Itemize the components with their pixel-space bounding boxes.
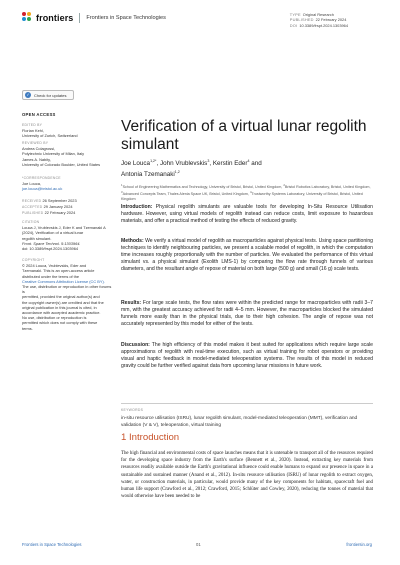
edited-by: EDITED BY Florian Kehl, University of Zurich, Switzerland [22,123,78,139]
page-footer [22,542,372,550]
article-meta: TYPE Original Research PUBLISHED 22 February 2024 DOI 10.3389/frspt.2024.1303964 [289,12,348,28]
section-heading: 1 Introduction [121,432,180,443]
footer-site-link[interactable]: frontiersin.org [346,542,372,547]
open-access-label: OPEN ACCESS [22,112,56,117]
copyright: COPYRIGHT © 2024 Louca, Vrublevskis, Eder and Tzemanaki. This is an open-access article distributed under the terms of the Creative Commons Attribution License (CC BY). The use, distribution or reproduction in other forums is permitted, provided the original author(s) and the copyright owner(s) are credited and that the original publication in this journal is cited, in accordance with accepted academic practice. No use, distribution or reproduction is permitted which does not comply with these terms. [22,258,112,331]
journal-name: Frontiers in Space Technologies [86,14,166,21]
footer-journal-link[interactable]: Frontiers in Space Technologies [22,542,82,547]
doi[interactable]: 10.3389/frspt.2024.1303964 [299,22,348,28]
author-name[interactable]: Antonia Tzemanaki [121,171,175,179]
article-title: Verification of a virtual lunar regolith simulant [121,118,367,153]
check-updates-label: Check for updates [34,92,67,98]
check-for-updates-button[interactable] [22,90,74,100]
header-divider [79,13,80,23]
abstract-results: Results: For large scale tests, the flow rates were within the predicted range for macroparticles with radii 3–7 mm, with the greatest accuracy achieved for radii 4–5 mm. However, the macroparticles blocked the simulated funnels more easily than in the physical trials, due to their high cohesion. The angle of repose was not accurately represented by this model for either of the tests. [121,300,373,327]
page-header [22,12,378,28]
article-type: Original Research [302,12,334,17]
keywords-divider [121,403,373,404]
frontiers-logo-icon [22,12,33,23]
brand-name: frontiers [36,12,74,23]
published-date: 22 February 2024 [315,17,347,23]
author-name[interactable]: John Vrublevskis [159,160,208,168]
affiliations: $^1$School of Engineering Mathematics and Technology, University of Bristol, Bristol, United Kingdom, $^2$Bristol Robotics Laboratory, Bristol, United Kingdom, $^3$Advanced Concepts Team, Thales Alenia Space UK, Bristol, United Kingdom, $^4$Trustworthy Systems Laboratory, University of Bristol, Bristol, United Kingdom [121,183,371,202]
abstract-methods: Methods: We verify a virtual model of regolith as macroparticles against physical tests. Using space partitioning techniques to identify neighbouring particles, we present a scalable model of regolith, in which the computation time increases roughly proportionally with the number of particles. We evaluated the performance of this virtual simulant vs. a physical simulant (Exolith LMS-1) by comparing the flow rate through funnels of various diameters, and the resultant angle of repose of material on both large (500 g) and small (16 g) scale tests. [121,238,373,272]
citation: CITATION Louca J, Vrublevskis J, Eder K and Tzemanaki A (2024), Verification of a virtual lunar regolith simulant. Front. Space Technol. 5:1303964. doi: 10.3389/frspt.2024.1303964 [22,220,106,252]
author-name[interactable]: Joe Louca [121,160,151,168]
check-updates-icon: ✓ [26,92,30,97]
cc-license-link[interactable]: Creative Commons Attribution License (CC BY). [22,278,105,284]
abstract-introduction: Introduction: Physical regolith simulants are valuable tools for developing In-Situ Resource Utilisation hardware. However, using virtual models of regolith instead can reduce costs, limit exposure to hazardous materials, and offer a practical method of testing the effects of reduced gravity. [121,204,373,224]
reviewed-by: REVIEWED BY Andrea Colagrossi, Polytechnic University of Milan, Italy James A. Nabity, University of Colorado Boulder, United States [22,141,101,167]
page-number: 01 [196,542,201,547]
keywords: in-situ resource utilisation (ISRU), lunar regolith simulant, model-mediated teleoperation (MMT), verification and validation (V & V), teleoperation, virtual training [121,416,358,428]
correspondence-email[interactable]: joe.louca@bristol.ac.uk [22,186,63,192]
abstract-discussion: Discussion: The high efficiency of this model makes it best suited for applications which require large scale approximations of regolith with real-time execution, such as virtual training for robot operators or providing visual and haptic feedback in model-mediated teleoperation systems. The results of this model in reduced gravity could be further verified against data from upcoming lunar missions in future work. [121,342,373,369]
keywords-label: KEYWORDS [121,408,144,412]
author-list: Joe Louca$^{1,2*}$, John Vrublevskis$^3$, Kerstin Eder$^4$ and Antonia Tzemanaki$^{1,2}$ [121,159,262,179]
history-dates: RECEIVED 26 September 2023 ACCEPTED 29 January 2024 PUBLISHED 22 February 2024 [22,198,77,216]
correspondence: *CORRESPONDENCE Joe Louca, joe.louca@bristol.ac.uk [22,176,112,192]
publisher-logo[interactable] [22,12,166,23]
introduction-text: The high financial and environmental costs of space launches means that it is untenable to transport all of the resources required for the developing space industry from the Earth's surface (Bennett et al., 2020). Instead, extracting key materials from resources readily available outside the Earth's gravitational influence could enable humans to expand our presence in space in a sustainable and sustained manner (Anand et al., 2012). In-situ resource utilisation (ISRU) of lunar regolith to extract oxygen, water, or construction materials, in particular, would provide many of the key components for habitats, spacecraft fuel and human life support (Crawford et al., 2012; Crawford, 2015; Schlüter and Cowley, 2020), reducing the tonnes of material that would otherwise have been needed to be [121,451,373,500]
author-name[interactable]: Kerstin Eder [212,160,248,168]
